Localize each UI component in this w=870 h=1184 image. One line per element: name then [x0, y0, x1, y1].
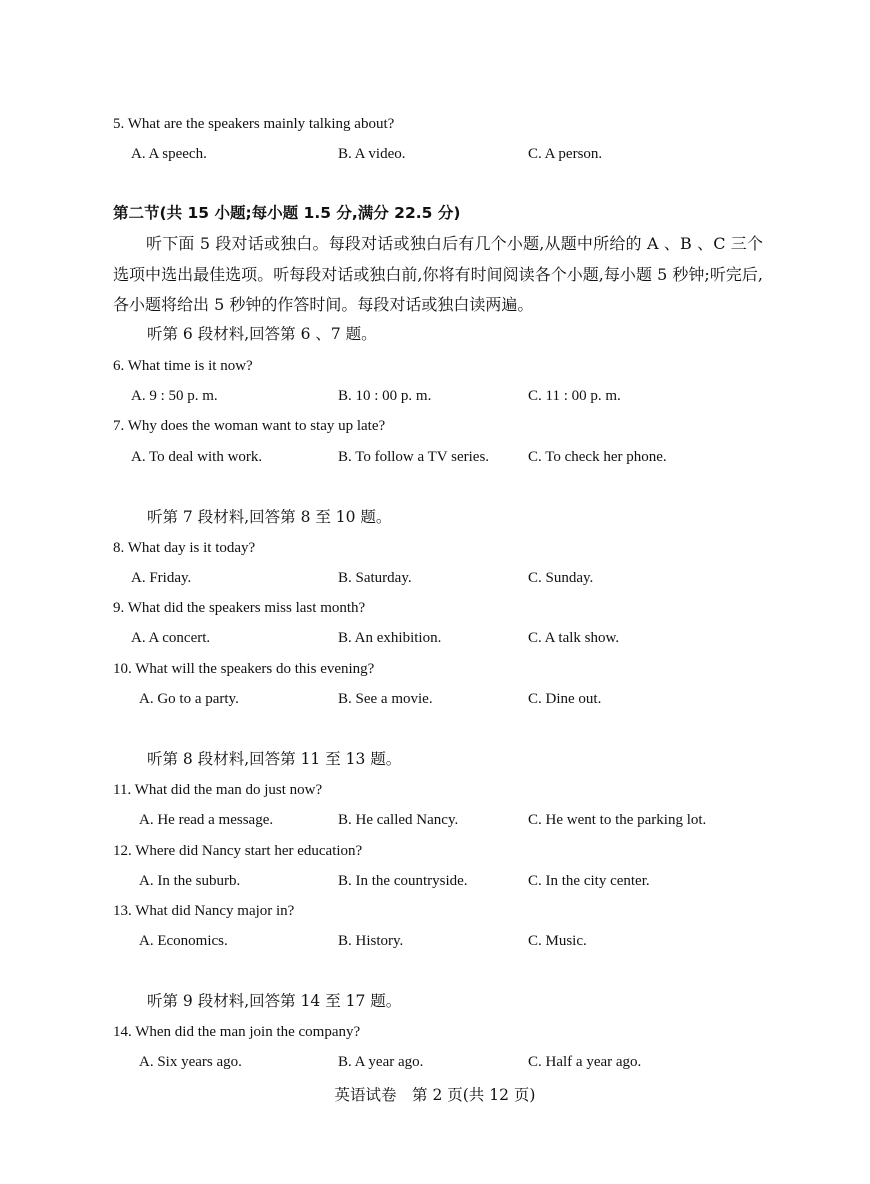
q11-option-b: B. He called Nancy.: [338, 812, 459, 828]
material-6-intro: 听第 6 段材料,回答第 6 、7 题。: [147, 325, 377, 343]
question-10: 10. What will the speakers do this evening?: [113, 661, 375, 677]
section-heading: 第二节(共 15 小题;每小题 1.5 分,满分 22.5 分): [113, 204, 461, 222]
q9-option-b: B. An exhibition.: [338, 630, 442, 646]
q7-option-b: B. To follow a TV series.: [338, 449, 490, 465]
question-13: 13. What did Nancy major in?: [113, 903, 295, 919]
q12-option-b: B. In the countryside.: [338, 873, 468, 889]
q6-option-c: C. 11 : 00 p. m.: [528, 388, 621, 404]
q8-option-b: B. Saturday.: [338, 570, 412, 586]
q14-option-c: C. Half a year ago.: [528, 1054, 642, 1070]
q10-option-c: C. Dine out.: [528, 691, 602, 707]
q6-option-b: B. 10 : 00 p. m.: [338, 388, 432, 404]
q5-option-c: C. A person.: [528, 146, 603, 162]
q11-option-a: A. He read a message.: [139, 812, 274, 828]
q11-option-c: C. He went to the parking lot.: [528, 812, 707, 828]
q7-option-a: A. To deal with work.: [131, 449, 263, 465]
q14-option-b: B. A year ago.: [338, 1054, 424, 1070]
page-footer: 英语试卷 第 2 页(共 12 页): [334, 1086, 536, 1104]
q5-option-b: B. A video.: [338, 146, 406, 162]
q13-option-b: B. History.: [338, 933, 404, 949]
material-9-intro: 听第 9 段材料,回答第 14 至 17 题。: [147, 992, 402, 1010]
q7-option-c: C. To check her phone.: [528, 449, 667, 465]
q8-option-a: A. Friday.: [131, 570, 192, 586]
q10-option-a: A. Go to a party.: [139, 691, 239, 707]
question-7: 7. Why does the woman want to stay up late?: [113, 418, 386, 434]
q8-option-c: C. Sunday.: [528, 570, 594, 586]
q6-option-a: A. 9 : 50 p. m.: [131, 388, 218, 404]
q10-option-b: B. See a movie.: [338, 691, 433, 707]
q13-option-a: A. Economics.: [139, 933, 228, 949]
q12-option-a: A. In the suburb.: [139, 873, 241, 889]
q12-option-c: C. In the city center.: [528, 873, 650, 889]
material-7-intro: 听第 7 段材料,回答第 8 至 10 题。: [147, 508, 392, 526]
question-12: 12. Where did Nancy start her education?: [113, 843, 363, 859]
q5-option-a: A. A speech.: [131, 146, 207, 162]
q9-option-c: C. A talk show.: [528, 630, 620, 646]
q13-option-c: C. Music.: [528, 933, 587, 949]
q9-option-a: A. A concert.: [131, 630, 211, 646]
q14-option-a: A. Six years ago.: [139, 1054, 242, 1070]
question-11: 11. What did the man do just now?: [113, 782, 323, 798]
question-14: 14. When did the man join the company?: [113, 1024, 361, 1040]
material-8-intro: 听第 8 段材料,回答第 11 至 13 题。: [147, 750, 402, 768]
question-6: 6. What time is it now?: [113, 358, 253, 374]
question-9: 9. What did the speakers miss last month?: [113, 600, 366, 616]
question-5: 5. What are the speakers mainly talking about?: [113, 116, 395, 132]
question-8: 8. What day is it today?: [113, 540, 256, 556]
section-instructions: 听下面 5 段对话或独白。每段对话或独白后有几个小题,从题中所给的 A 、B 、C 三个选项中选出最佳选项。听每段对话或独白前,你将有时间阅读各个小题,每小题 5 秒钟;听完后,各小题将给出 5 秒钟的作答时间。每段对话或独白读两遍。: [113, 234, 763, 314]
